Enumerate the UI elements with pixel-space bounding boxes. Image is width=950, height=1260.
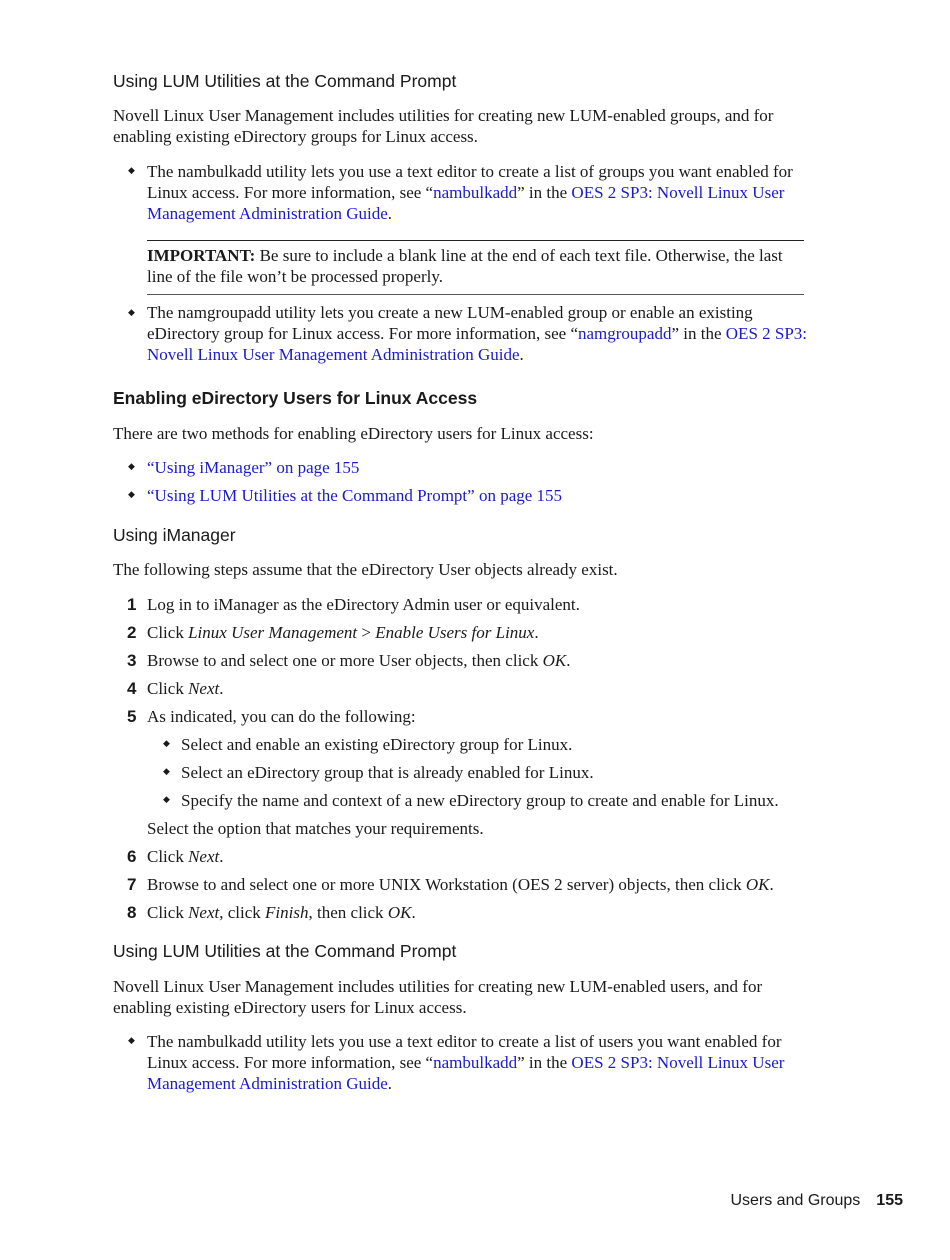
important-label: IMPORTANT: (147, 246, 256, 265)
step-text: . (411, 903, 416, 922)
step-number: 1 (127, 595, 137, 614)
bullet-icon: ◆ (128, 307, 135, 317)
page-number: 155 (876, 1192, 903, 1209)
step-6 (147, 846, 224, 867)
bullet-icon: ◆ (128, 165, 135, 175)
step-text: . (534, 623, 539, 642)
using-lum-utilities-link[interactable]: “Using LUM Utilities at the Command Prompt” on page 155 (147, 486, 563, 505)
step-3 (147, 650, 570, 671)
section-intro-paragraph: Novell Linux User Management includes utilities for creating new LUM-enabled groups, and for enabling existing eDirectory groups for Linux access. (113, 106, 774, 146)
step-5-followup: Select the option that matches your requirements. (147, 819, 484, 838)
ui-term: Next (188, 903, 220, 922)
step-number: 5 (127, 707, 137, 726)
bullet-icon: ◆ (128, 461, 135, 471)
step-text: > (357, 623, 376, 642)
list-item-nambulkadd-groups (147, 161, 812, 224)
list-item-text: . (387, 204, 393, 223)
step-text: . (219, 847, 224, 866)
section-intro-paragraph: Novell Linux User Management includes utilities for creating new LUM-enabled users, and for enabling existing eDirectory users for Linux access. (113, 977, 763, 1017)
list-item-text: . (519, 345, 524, 364)
admin-guide-link[interactable]: OES 2 SP3: Novell Linux User Management Administration Guide (147, 1053, 785, 1093)
step-number: 7 (127, 875, 137, 894)
step-number: 6 (127, 847, 137, 866)
ui-term: Enable Users for Linux (375, 623, 535, 642)
list-item-text: The nambulkadd utility lets you use a text editor to create a list of groups you want enabled for Linux access. For more information, see “ (147, 162, 793, 202)
ui-term: OK (387, 903, 412, 922)
step-number: 4 (127, 679, 137, 698)
step-number: 8 (127, 903, 137, 922)
important-bottom-rule (147, 294, 804, 295)
bullet-icon: ◆ (163, 766, 170, 776)
step-4 (147, 678, 224, 699)
important-top-rule (147, 240, 804, 241)
step-text: Click (147, 679, 189, 698)
ui-term: Finish (265, 903, 309, 922)
step-text: , then click (308, 903, 388, 922)
list-item-nambulkadd-users (147, 1031, 812, 1094)
list-item-text: The nambulkadd utility lets you use a text editor to create a list of users you want enabled for Linux access. For more information, see “ (147, 1032, 782, 1072)
important-note (147, 245, 807, 287)
step-text: Click (147, 903, 189, 922)
section-intro-paragraph: The following steps assume that the eDirectory User objects already exist. (113, 560, 618, 579)
footer-chapter-title: Users and Groups (730, 1192, 861, 1209)
section-heading-using-imanager: Using iManager (113, 525, 236, 545)
important-text: Be sure to include a blank line at the end of each text file. Otherwise, the last line of the file won’t be processed properly. (147, 246, 783, 286)
ui-term: Next (188, 847, 220, 866)
step-text: Browse to and select one or more User objects, then click (147, 651, 543, 670)
ui-term: OK (542, 651, 567, 670)
list-item-text: ” in the (671, 324, 726, 343)
list-item-namgroupadd (147, 302, 812, 365)
using-imanager-link[interactable]: “Using iManager” on page 155 (147, 458, 360, 477)
section-heading-lum-users: Using LUM Utilities at the Command Prompt (113, 941, 457, 961)
step-text: . (566, 651, 571, 670)
nambulkadd-link[interactable]: nambulkadd (433, 1053, 518, 1072)
step-text: . (219, 679, 224, 698)
step-number: 3 (127, 651, 137, 670)
step-8 (147, 902, 416, 923)
namgroupadd-link[interactable]: namgroupadd (578, 324, 672, 343)
step-text: , click (219, 903, 266, 922)
section-heading-lum-groups: Using LUM Utilities at the Command Prompt (113, 71, 457, 91)
step-text: Click (147, 623, 189, 642)
step-2 (147, 622, 539, 643)
bullet-icon: ◆ (128, 489, 135, 499)
step-text: . (769, 875, 774, 894)
sub-list-item: Specify the name and context of a new eDirectory group to create and enable for Linux. (181, 791, 779, 810)
section-intro-paragraph: There are two methods for enabling eDirectory users for Linux access: (113, 424, 594, 443)
section-heading-enabling-users: Enabling eDirectory Users for Linux Access (113, 388, 478, 408)
ui-term: Linux User Management (188, 623, 358, 642)
page-footer (730, 1191, 903, 1211)
ui-term: Next (188, 679, 220, 698)
bullet-icon: ◆ (163, 794, 170, 804)
list-item-text: ” in the (517, 183, 572, 202)
sub-list-item: Select an eDirectory group that is already enabled for Linux. (181, 763, 594, 782)
list-item-text: . (387, 1074, 393, 1093)
step-7 (147, 874, 774, 895)
nambulkadd-link[interactable]: nambulkadd (433, 183, 518, 202)
bullet-icon: ◆ (128, 1035, 135, 1045)
step-1: Log in to iManager as the eDirectory Admin user or equivalent. (147, 595, 580, 614)
admin-guide-link[interactable]: OES 2 SP3: Novell Linux User Management Administration Guide (147, 183, 785, 223)
sub-list-item: Select and enable an existing eDirectory group for Linux. (181, 735, 573, 754)
ui-term: OK (745, 875, 770, 894)
step-text: Click (147, 847, 189, 866)
list-item-text: The namgroupadd utility lets you create a new LUM-enabled group or enable an existing eDirectory group for Linux access. For more information, see “ (147, 303, 753, 343)
step-number: 2 (127, 623, 137, 642)
list-item-text: ” in the (517, 1053, 572, 1072)
step-text: Browse to and select one or more UNIX Workstation (OES 2 server) objects, then click (147, 875, 746, 894)
admin-guide-link[interactable]: OES 2 SP3: Novell Linux User Management Administration Guide (147, 324, 808, 364)
step-5: As indicated, you can do the following: (147, 707, 416, 726)
bullet-icon: ◆ (163, 738, 170, 748)
